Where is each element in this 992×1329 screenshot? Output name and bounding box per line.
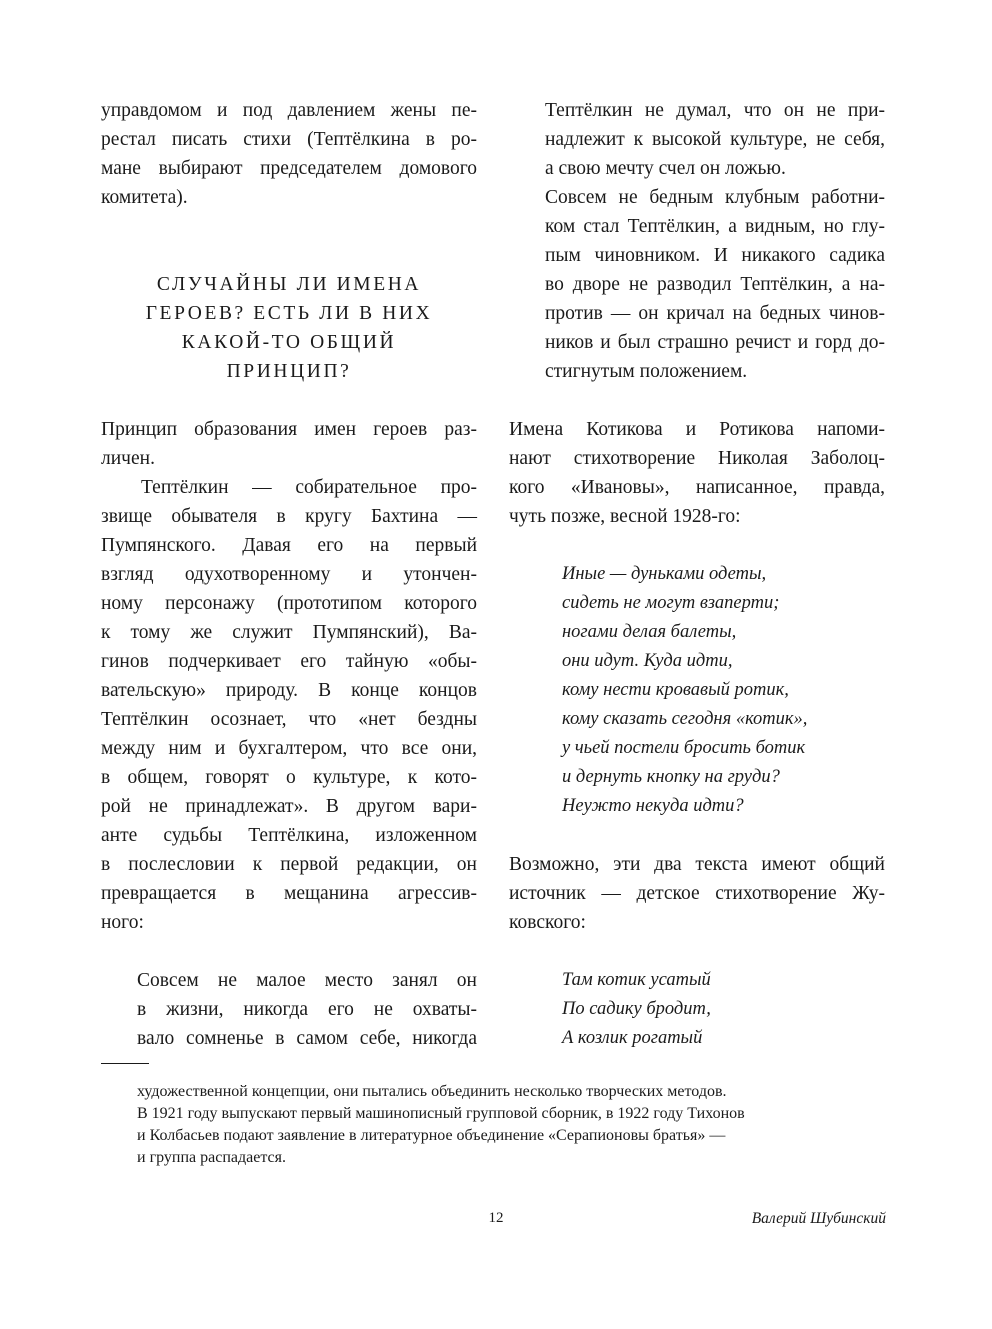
verse-line: сидеть не могут взаперти; [562, 593, 780, 613]
footnote-rule [101, 1063, 149, 1064]
section-heading [101, 270, 477, 386]
footnote [137, 1081, 857, 1169]
paragraph-principle [101, 415, 477, 473]
text-line: рой не принадлежат». В другом вари- [101, 796, 477, 817]
text-line: источник — детское стихотворение Жу- [509, 883, 885, 904]
text-line: мане выбирают председателем домового [101, 158, 477, 179]
quote-line: ком стал Тептёлкин, а видным, но глу- [545, 216, 885, 237]
quote-line: вало сомненье в самом себе, никогда [137, 1028, 477, 1049]
text-line: управдомом и под давлением жены пе- [101, 100, 477, 121]
text-line: Принцип образования имен героев раз- [101, 419, 477, 440]
footnote-line: и группа распадается. [137, 1149, 286, 1166]
quote-line: Тептёлкин не думал, что он не при- [545, 100, 885, 121]
verse-line: кому нести кровавый ротик, [562, 680, 789, 700]
text-line: личен. [101, 448, 155, 469]
quote-line: Совсем не бедным клубным работни- [545, 187, 885, 208]
poem-zhukovsky [509, 966, 885, 1053]
quote-line: во дворе не разводил Тептёлкин, а на- [545, 274, 885, 295]
heading-line: ПРИНЦИП? [226, 361, 352, 382]
text-line: чуть позже, весной 1928-го: [509, 506, 741, 527]
verse-line: Неужто некуда идти? [562, 796, 744, 816]
intro-paragraph [101, 96, 477, 212]
verse-line: Иные — дуньками одеты, [562, 564, 767, 584]
text-line: гинов подчеркивает его тайную «обы- [101, 651, 477, 672]
right-column [509, 96, 885, 1053]
spacer [509, 531, 885, 560]
text-line: Возможно, эти два текста имеют общий [509, 854, 885, 875]
paragraph-names [509, 415, 885, 531]
text-line: вательскую» природу. В конце концов [101, 680, 477, 701]
text-line: рестал писать стихи (Тептёлкина в ро- [101, 129, 477, 150]
text-line: ковского: [509, 912, 586, 933]
text-line: в общем, говорят о культуре, к кото- [101, 767, 477, 788]
heading-line: СЛУЧАЙНЫ ЛИ ИМЕНА [156, 274, 422, 295]
quote-line: а свою мечту счел он ложью. [545, 158, 786, 179]
footnote-line: художественной концепции, они пытались объединить несколько творческих методов. [137, 1083, 727, 1100]
heading-line: КАКОЙ-ТО ОБЩИЙ [181, 332, 397, 353]
page-number: 12 [488, 1210, 504, 1226]
quote-line: пым чиновником. И никакого садика [545, 245, 885, 266]
poem-zabolotsky [509, 560, 885, 821]
text-line: Имена Котикова и Ротикова напоми- [509, 419, 885, 440]
footnote-line: В 1921 году выпускают первый машинописный групповой сборник, в 1922 году Тихонов [137, 1105, 745, 1122]
block-quote [101, 966, 477, 1053]
text-line: Тептёлкин осознает, что «нет бездны [101, 709, 477, 730]
text-line: звище обывателя в кругу Бахтина — [101, 506, 477, 527]
quote-line: в жизни, никогда его не охваты- [137, 999, 477, 1020]
verse-line: Там котик усатый [562, 970, 711, 990]
spacer [509, 821, 885, 850]
text-line: превращается в мещанина агрессив- [101, 883, 477, 904]
text-line: анте судьбы Тептёлкина, изложенном [101, 825, 477, 846]
text-line: ного: [101, 912, 144, 933]
quote-line: стигнутым положением. [545, 361, 748, 382]
footnote-line: и Колбасьев подают заявление в литературное объединение «Серапионовы братья» — [137, 1127, 726, 1144]
verse-line: у чьей постели бросить ботик [562, 738, 806, 758]
text-line: нают стихотворение Николая Заболоц- [509, 448, 885, 469]
left-column [101, 96, 477, 1053]
quote-line: ников и был страшно речист и горд до- [545, 332, 885, 353]
text-line: к тому же служит Пумпянский), Ва- [101, 622, 477, 643]
text-line: ному персонажу (прототипом которого [101, 593, 477, 614]
spacer [509, 937, 885, 966]
verse-line: ногами делая балеты, [562, 622, 737, 642]
text-line: в послесловии к первой редакции, он [101, 854, 477, 875]
heading-line: ГЕРОЕВ? ЕСТЬ ЛИ В НИХ [145, 303, 433, 324]
verse-line: и дернуть кнопку на груди? [562, 767, 780, 787]
text-line: Тептёлкин — собирательное про- [141, 477, 477, 498]
text-line: Пумпянского. Давая его на первый [101, 535, 477, 556]
verse-line: По садику бродит, [562, 999, 711, 1019]
running-footer-author: Валерий Шубинский [751, 1210, 886, 1227]
paragraph-source [509, 850, 885, 937]
text-line: комитета). [101, 187, 188, 208]
block-quote-continued [509, 96, 885, 386]
quote-line: Совсем не малое место занял он [137, 970, 477, 991]
spacer [509, 386, 885, 415]
spacer [101, 937, 477, 966]
paragraph-teptelkin [101, 473, 477, 937]
text-line: взгляд одухотворенному и утончен- [101, 564, 477, 585]
text-line: кого «Ивановы», написанное, правда, [509, 477, 885, 498]
verse-line: они идут. Куда идти, [562, 651, 733, 671]
verse-line: кому сказать сегодня «котик», [562, 709, 808, 729]
quote-line: против — он кричал на бедных чинов- [545, 303, 885, 324]
text-line: между ним и бухгалтером, что все они, [101, 738, 477, 759]
verse-line: А козлик рогатый [562, 1028, 703, 1048]
quote-line: надлежит к высокой культуре, не себя, [545, 129, 885, 150]
